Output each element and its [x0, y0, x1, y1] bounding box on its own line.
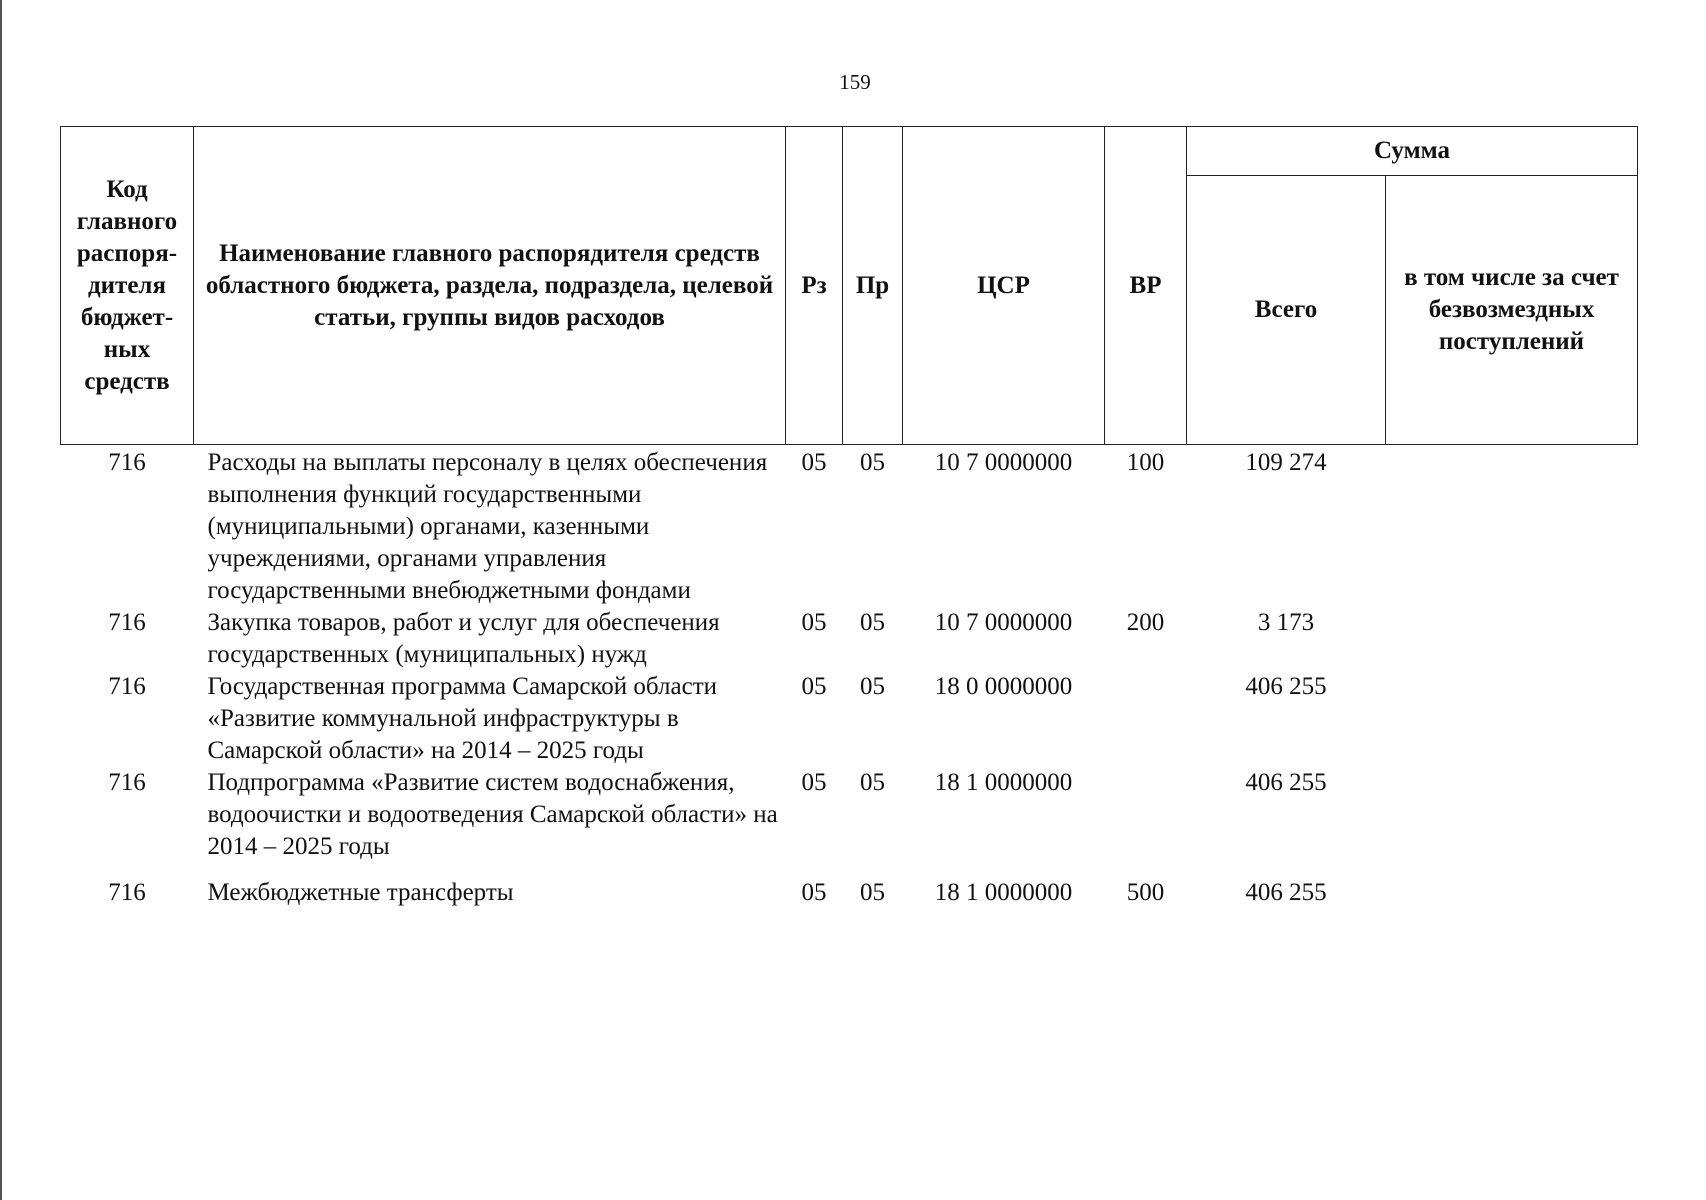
cell-pr: 05 — [860, 673, 885, 700]
header-code: Код главного распоря-дителя бюджет-ных средств — [61, 127, 194, 445]
cell-total: 406 255 — [1245, 879, 1327, 906]
cell-vr — [1105, 671, 1187, 767]
cell-total: 406 255 — [1245, 673, 1327, 700]
cell-grants — [1386, 607, 1638, 671]
cell-total: 109 274 — [1245, 449, 1327, 476]
cell-rz: 05 — [801, 769, 827, 796]
cell-rz: 05 — [801, 673, 827, 700]
table-row — [61, 863, 1638, 909]
cell-grants — [1386, 671, 1638, 767]
header-csr: ЦСР — [903, 127, 1105, 445]
header-grants: в том числе за счет безвозмездных поступлений — [1386, 176, 1638, 445]
cell-vr — [1105, 767, 1187, 863]
cell-vr: 200 — [1126, 609, 1165, 636]
cell-csr: 10 7 0000000 — [934, 609, 1073, 636]
cell-name: Подпрограмма «Развитие систем водоснабжения, водоочистки и водоотведения Самарской области» на 2014 – 2025 годы — [207, 769, 778, 860]
cell-csr: 10 7 0000000 — [934, 449, 1073, 476]
cell-csr: 18 1 0000000 — [934, 769, 1073, 796]
table-row — [61, 445, 1638, 608]
cell-code: 716 — [108, 673, 146, 700]
page-number: 159 — [839, 70, 871, 94]
header-sum: Сумма — [1187, 127, 1638, 176]
cell-total: 406 255 — [1245, 769, 1327, 796]
header-total: Всего — [1187, 176, 1386, 445]
header-rz: Рз — [786, 127, 843, 445]
cell-name: Закупка товаров, работ и услуг для обеспечения государственных (муниципальных) нужд — [207, 609, 720, 668]
cell-csr: 18 0 0000000 — [934, 673, 1073, 700]
cell-vr: 500 — [1126, 879, 1165, 906]
cell-name: Государственная программа Самарской области «Развитие коммунальной инфраструктуры в Самарской области» на 2014 – 2025 годы — [207, 673, 717, 764]
cell-name: Расходы на выплаты персоналу в целях обеспечения выполнения функций государственными (муниципальными) органами, казенными учреждениями, органами управления государственными внебюджетными фондами — [207, 449, 768, 604]
table-row — [61, 767, 1638, 863]
cell-rz: 05 — [801, 449, 827, 476]
cell-name: Межбюджетные трансферты — [207, 879, 514, 906]
cell-grants — [1386, 863, 1638, 909]
table-row — [61, 671, 1638, 767]
header-vr: ВР — [1105, 127, 1187, 445]
cell-code: 716 — [108, 769, 146, 796]
cell-code: 716 — [108, 879, 146, 906]
cell-code: 716 — [108, 609, 146, 636]
header-pr: Пр — [843, 127, 903, 445]
cell-rz: 05 — [801, 609, 827, 636]
cell-code: 716 — [108, 449, 146, 476]
cell-rz: 05 — [801, 879, 827, 906]
cell-pr: 05 — [860, 879, 885, 906]
cell-pr: 05 — [860, 769, 885, 796]
budget-table — [60, 126, 1638, 909]
cell-csr: 18 1 0000000 — [934, 879, 1073, 906]
cell-total: 3 173 — [1257, 609, 1315, 636]
cell-vr: 100 — [1126, 449, 1165, 476]
header-name: Наименование главного распорядителя средств областного бюджета, раздела, подраздела, целевой статьи, группы видов расходов — [194, 127, 786, 445]
cell-pr: 05 — [860, 449, 885, 476]
cell-grants — [1386, 445, 1638, 608]
table-row — [61, 607, 1638, 671]
cell-pr: 05 — [860, 609, 885, 636]
cell-grants — [1386, 767, 1638, 863]
